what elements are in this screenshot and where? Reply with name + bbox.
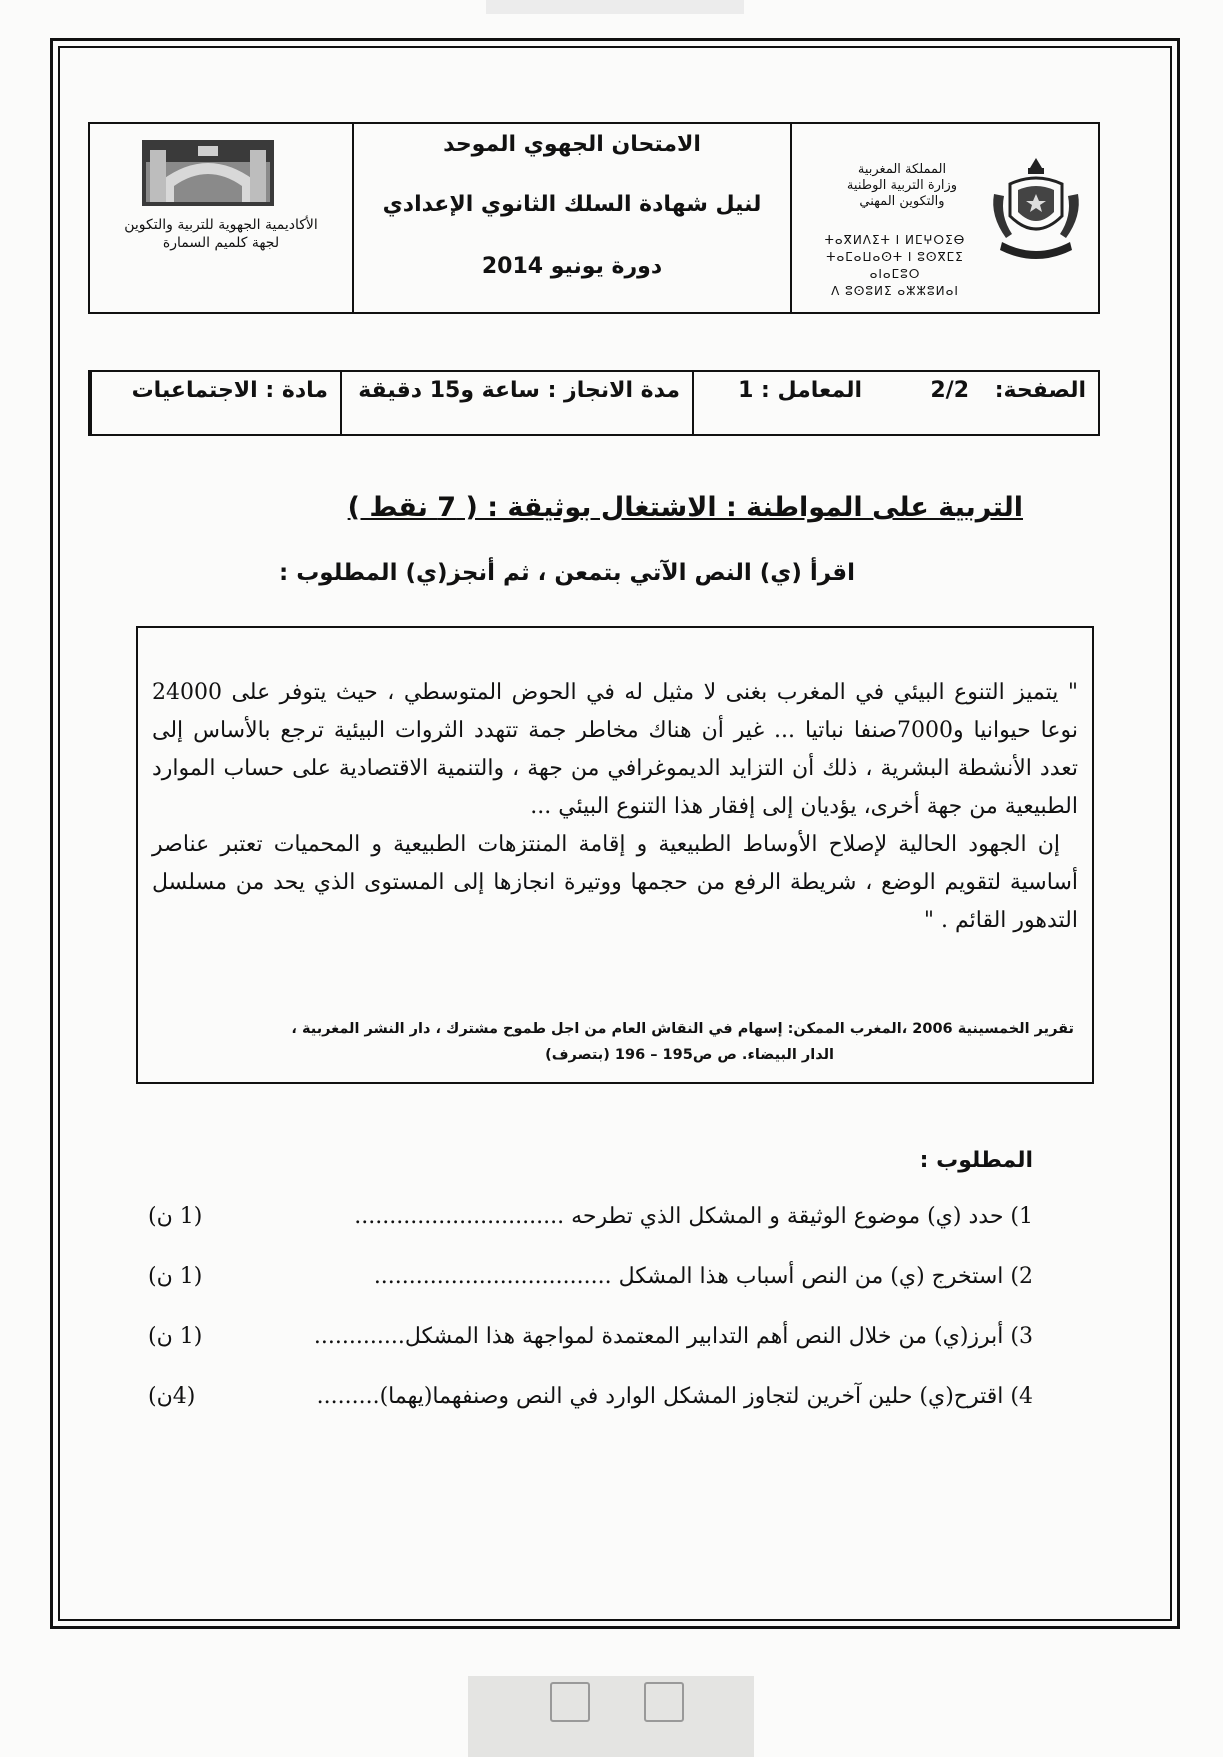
page-number-cell [874,372,1098,434]
tifinagh-line2: ⵜⴰⵎⴰⵡⴰⵙⵜ ⵏ ⵓⵙⴳⵎⵉ ⴰⵏⴰⵎⵓⵔ [826,250,964,281]
page-label: الصفحة: [994,378,1086,403]
instruction: اقرأ (ي) النص الآتي بتمعن ، ثم أنجز(ي) المطلوب : [278,560,855,586]
exam-title: الامتحان الجهوي الموحد [443,132,701,157]
question-points: (1 ن) [148,1264,203,1289]
royal-emblem-icon [988,154,1084,264]
academy-line2: لجهة كلميم السمارة [162,235,280,251]
exam-session: دورة يونيو 2014 [481,254,663,279]
questions-heading: المطلوب : [919,1148,1033,1173]
question-item [148,1204,1033,1229]
ministry-line1: المملكة المغربية [857,162,947,177]
ministry-line2: وزارة التربية الوطنية [846,178,958,193]
exam-subtitle: لنيل شهادة السلك الثانوي الإعدادي [382,192,762,217]
academy-line1: الأكاديمية الجهوية للتربية والتكوين [124,217,318,233]
question-points: (4ن) [148,1384,196,1409]
exam-info-row [88,370,1100,436]
download-icon [644,1682,684,1722]
source-line-1: تقرير الخمسينية 2006 ،المغرب الممكن: إسهام في النقاش العام من اجل طموح مشترك ، دار النشر المغربية ، [291,1021,1074,1037]
subject-cell: مادة : الاجتماعيات [90,372,340,434]
ministry-name [822,162,982,210]
tifinagh-line3: ⴷ ⵓⵙⵓⵍⵉ ⴰⵣⵣⵓⵍⴰⵏ [831,284,959,298]
document-paragraph-2: إن الجهود الحالية لإصلاح الأوساط الطبيعية و إقامة المنتزهات الطبيعية و المحميات تعتبر عناصر أساسية لتقويم الوضع ، شريطة الرفع من حجمها ووتيرة انجازها إلى المستوى الذي يحد من مسلسل التدهور القائم . " [152,832,1078,933]
document-source [168,1016,1074,1068]
ministry-name-tifinagh [820,232,970,300]
scan-bottom-tab [468,1676,754,1757]
question-points: (1 ن) [148,1204,203,1229]
section-title: التربية على المواطنة : الاشتغال بوثيقة : ( 7 نقط ) [347,492,1023,523]
page-value: 2/2 [930,378,970,403]
question-item [148,1384,1033,1409]
document-text [152,674,1078,940]
document-box [136,626,1094,1084]
duration-cell: مدة الانجاز : ساعة و15 دقيقة [340,372,692,434]
film-icon [550,1682,590,1722]
tifinagh-line1: ⵜⴰⴳⵍⴷⵉⵜ ⵏ ⵍⵎⵖⵔⵉⴱ [824,233,966,247]
document-paragraph-1: " يتميز التنوع البيئي في المغرب بغنى لا مثيل له في الحوض المتوسطي ، حيث يتوفر على 24000 نوعا حيوانيا و7000صنفا نباتيا ... غير أن هناك مخاطر جمة تتهدد الثروات البيئية ترجع بالأساس إلى تعدد الأنشطة البشرية ، ذلك أن التزايد الديموغرافي من جهة ، والتنمية الاقتصادية على حساب الموارد الطبيعية من جهة أخرى، يؤديان إلى إفقار هذا التنوع البيئي ... [152,680,1078,819]
ministry-line3: والتكوين المهني [859,194,945,209]
exam-header [88,122,1100,314]
exam-title-cell [352,124,790,312]
question-item [148,1324,1033,1349]
ministry-cell [790,124,1098,312]
coefficient-cell: المعامل : 1 [692,372,874,434]
academy-name [96,216,346,252]
question-item [148,1264,1033,1289]
question-text: 2) استخرج (ي) من النص أسباب هذا المشكل .................................. [373,1264,1033,1289]
question-points: (1 ن) [148,1324,203,1349]
question-text: 3) أبرز(ي) من خلال النص أهم التدابير المعتمدة لمواجهة هذا المشكل............. [313,1324,1033,1349]
question-text: 1) حدد (ي) موضوع الوثيقة و المشكل الذي تطرحه .............................. [354,1204,1033,1229]
academy-cell [90,124,352,312]
scan-top-tab [486,0,744,14]
source-line-2: الدار البيضاء. ص ص195 – 196 (بتصرف) [545,1047,834,1063]
question-text: 4) اقترح(ي) حلين آخرين لتجاوز المشكل الوارد في النص وصنفهما(يهما)......... [316,1384,1033,1409]
academy-logo-icon [142,140,274,206]
